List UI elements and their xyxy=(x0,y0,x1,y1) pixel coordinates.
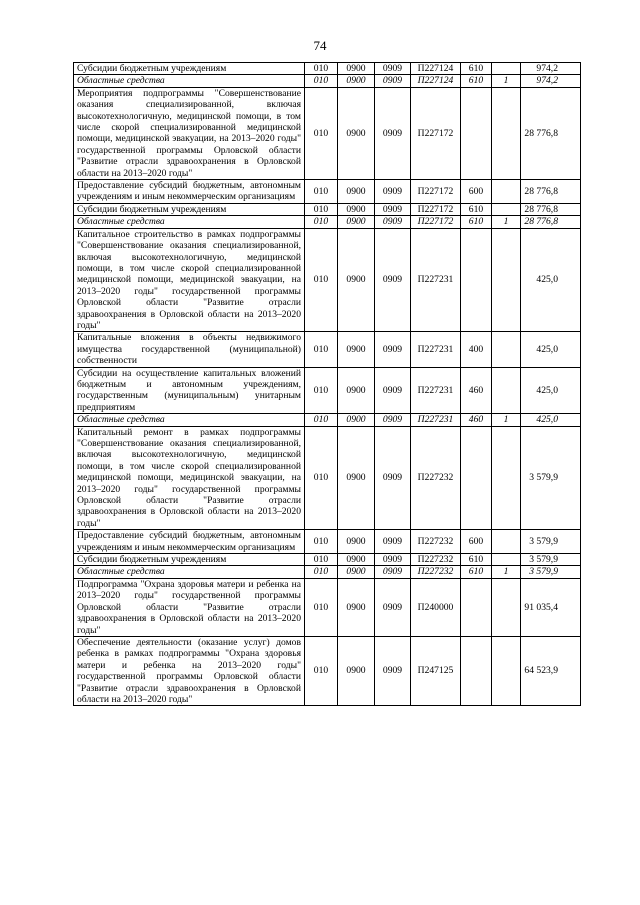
cell-name: Мероприятия подпрограммы "Совершенствование оказания специализированной, включая высокотехнологичную, медицинской помощи, в том числе скорой специализированной медицинской помощи, медицинской эвакуации, на 2013–2020 годы" государственной программы Орловской области "Развитие отрасли здравоохранения в Орловской области на 2013–2020 годы" xyxy=(74,87,305,179)
cell-ved: 010 xyxy=(305,578,338,636)
cell-ved: 010 xyxy=(305,426,338,530)
cell-pr: 0909 xyxy=(375,203,411,215)
cell-vr: 610 xyxy=(461,216,492,228)
cell-vr: 610 xyxy=(461,63,492,75)
cell-vr: 610 xyxy=(461,566,492,578)
cell-pr: 0909 xyxy=(375,228,411,332)
cell-name: Областные средства xyxy=(74,566,305,578)
cell-ved: 010 xyxy=(305,228,338,332)
cell-pr: 0909 xyxy=(375,75,411,87)
cell-name: Капитальное строительство в рамках подпрограммы "Совершенствование оказания специализированной, включая высокотехнологичную, медицинской помощи, в том числе скорой специализированной медицинской помощи, медицинской эвакуации, на 2013–2020 годы" государственной программы Орловской области "Развитие отрасли здравоохранения в Орловской области на 2013–2020 годы" xyxy=(74,228,305,332)
cell-src xyxy=(492,228,521,332)
cell-csr: П247125 xyxy=(411,636,461,705)
cell-ved: 010 xyxy=(305,566,338,578)
table-row xyxy=(74,216,581,228)
table-row xyxy=(74,228,581,332)
cell-rz: 0900 xyxy=(338,63,375,75)
cell-rz: 0900 xyxy=(338,75,375,87)
table-row xyxy=(74,566,581,578)
table-row xyxy=(74,63,581,75)
table-row xyxy=(74,180,581,204)
cell-src xyxy=(492,636,521,705)
table-body xyxy=(74,63,581,706)
cell-ved: 010 xyxy=(305,75,338,87)
cell-vr: 610 xyxy=(461,75,492,87)
cell-ved: 010 xyxy=(305,530,338,554)
table-row xyxy=(74,554,581,566)
cell-sum: 425,0 xyxy=(521,414,581,426)
cell-vr xyxy=(461,636,492,705)
cell-src xyxy=(492,578,521,636)
cell-rz: 0900 xyxy=(338,414,375,426)
cell-sum: 28 776,8 xyxy=(521,87,581,179)
cell-sum: 3 579,9 xyxy=(521,566,581,578)
cell-ved: 010 xyxy=(305,414,338,426)
cell-sum: 28 776,8 xyxy=(521,180,581,204)
cell-csr: П227232 xyxy=(411,530,461,554)
cell-name: Предоставление субсидий бюджетным, автономным учреждениям и иным некоммерческим организациям xyxy=(74,530,305,554)
cell-sum: 3 579,9 xyxy=(521,426,581,530)
cell-csr: П227172 xyxy=(411,216,461,228)
cell-rz: 0900 xyxy=(338,578,375,636)
cell-vr xyxy=(461,578,492,636)
cell-name: Субсидии бюджетным учреждениям xyxy=(74,554,305,566)
cell-pr: 0909 xyxy=(375,332,411,367)
cell-name: Субсидии бюджетным учреждениям xyxy=(74,203,305,215)
cell-name: Обеспечение деятельности (оказание услуг) домов ребенка в рамках подпрограммы "Охрана здоровья матери и ребенка на 2013–2020 годы" государственной программы Орловской области "Развитие отрасли здравоохранения в Орловской области на 2013–2020 годы" xyxy=(74,636,305,705)
cell-ved: 010 xyxy=(305,554,338,566)
cell-src xyxy=(492,530,521,554)
cell-ved: 010 xyxy=(305,63,338,75)
cell-ved: 010 xyxy=(305,87,338,179)
cell-vr: 400 xyxy=(461,332,492,367)
cell-src xyxy=(492,332,521,367)
cell-pr: 0909 xyxy=(375,216,411,228)
cell-csr: П227231 xyxy=(411,367,461,414)
table-row xyxy=(74,332,581,367)
cell-rz: 0900 xyxy=(338,216,375,228)
cell-vr xyxy=(461,426,492,530)
cell-sum: 425,0 xyxy=(521,228,581,332)
cell-rz: 0900 xyxy=(338,180,375,204)
cell-vr: 600 xyxy=(461,180,492,204)
cell-rz: 0900 xyxy=(338,426,375,530)
page-number: 74 xyxy=(313,38,327,53)
cell-csr: П227232 xyxy=(411,554,461,566)
cell-csr: П227172 xyxy=(411,87,461,179)
cell-csr: П227232 xyxy=(411,566,461,578)
table-row xyxy=(74,426,581,530)
cell-src xyxy=(492,203,521,215)
cell-csr: П227231 xyxy=(411,228,461,332)
cell-src xyxy=(492,180,521,204)
cell-rz: 0900 xyxy=(338,530,375,554)
cell-pr: 0909 xyxy=(375,554,411,566)
table-row xyxy=(74,87,581,179)
cell-rz: 0900 xyxy=(338,203,375,215)
cell-name: Субсидии на осуществление капитальных вложений бюджетным и автономным учреждениям, государственным (муниципальным) унитарным предприятиям xyxy=(74,367,305,414)
cell-pr: 0909 xyxy=(375,180,411,204)
table-row xyxy=(74,75,581,87)
cell-vr: 600 xyxy=(461,530,492,554)
cell-csr: П227172 xyxy=(411,203,461,215)
cell-vr xyxy=(461,228,492,332)
cell-rz: 0900 xyxy=(338,87,375,179)
cell-pr: 0909 xyxy=(375,87,411,179)
cell-csr: П227232 xyxy=(411,426,461,530)
cell-src xyxy=(492,367,521,414)
cell-rz: 0900 xyxy=(338,636,375,705)
table-row xyxy=(74,367,581,414)
cell-ved: 010 xyxy=(305,332,338,367)
cell-csr: П227124 xyxy=(411,75,461,87)
cell-vr: 610 xyxy=(461,554,492,566)
cell-src xyxy=(492,87,521,179)
cell-vr: 460 xyxy=(461,367,492,414)
cell-name: Капитальный ремонт в рамках подпрограммы "Совершенствование оказания специализированной, включая высокотехнологичную, медицинской помощи, в том числе скорой специализированной медицинской помощи, медицинской эвакуации, на 2013–2020 годы" государственной программы Орловской области "Развитие отрасли здравоохранения в Орловской области на 2013–2020 годы" xyxy=(74,426,305,530)
cell-pr: 0909 xyxy=(375,414,411,426)
cell-rz: 0900 xyxy=(338,566,375,578)
cell-ved: 010 xyxy=(305,367,338,414)
cell-csr: П227124 xyxy=(411,63,461,75)
cell-csr: П227231 xyxy=(411,332,461,367)
cell-sum: 974,2 xyxy=(521,63,581,75)
cell-sum: 974,2 xyxy=(521,75,581,87)
cell-src: 1 xyxy=(492,566,521,578)
cell-ved: 010 xyxy=(305,180,338,204)
cell-src xyxy=(492,63,521,75)
cell-vr xyxy=(461,87,492,179)
cell-name: Областные средства xyxy=(74,75,305,87)
cell-csr: П240000 xyxy=(411,578,461,636)
cell-rz: 0900 xyxy=(338,367,375,414)
cell-pr: 0909 xyxy=(375,367,411,414)
table-row xyxy=(74,578,581,636)
cell-pr: 0909 xyxy=(375,63,411,75)
cell-name: Областные средства xyxy=(74,414,305,426)
cell-sum: 3 579,9 xyxy=(521,554,581,566)
cell-rz: 0900 xyxy=(338,554,375,566)
table-row xyxy=(74,530,581,554)
table-row xyxy=(74,414,581,426)
cell-rz: 0900 xyxy=(338,228,375,332)
cell-name: Субсидии бюджетным учреждениям xyxy=(74,63,305,75)
cell-csr: П227172 xyxy=(411,180,461,204)
cell-sum: 64 523,9 xyxy=(521,636,581,705)
cell-src: 1 xyxy=(492,75,521,87)
cell-sum: 425,0 xyxy=(521,332,581,367)
cell-src xyxy=(492,554,521,566)
cell-name: Капитальные вложения в объекты недвижимого имущества государственной (муниципальной) собственности xyxy=(74,332,305,367)
cell-name: Подпрограмма "Охрана здоровья матери и ребенка на 2013–2020 годы" государственной программы Орловской области "Развитие отрасли здравоохранения в Орловской области на 2013–2020 годы" xyxy=(74,578,305,636)
cell-src: 1 xyxy=(492,216,521,228)
cell-sum: 28 776,8 xyxy=(521,203,581,215)
cell-sum: 3 579,9 xyxy=(521,530,581,554)
cell-src xyxy=(492,426,521,530)
budget-table xyxy=(73,62,581,706)
cell-name: Областные средства xyxy=(74,216,305,228)
cell-pr: 0909 xyxy=(375,530,411,554)
cell-pr: 0909 xyxy=(375,566,411,578)
table-row xyxy=(74,636,581,705)
cell-vr: 610 xyxy=(461,203,492,215)
cell-pr: 0909 xyxy=(375,578,411,636)
cell-rz: 0900 xyxy=(338,332,375,367)
cell-vr: 460 xyxy=(461,414,492,426)
cell-ved: 010 xyxy=(305,636,338,705)
cell-sum: 425,0 xyxy=(521,367,581,414)
cell-sum: 91 035,4 xyxy=(521,578,581,636)
cell-name: Предоставление субсидий бюджетным, автономным учреждениям и иным некоммерческим организациям xyxy=(74,180,305,204)
table-row xyxy=(74,203,581,215)
cell-ved: 010 xyxy=(305,203,338,215)
cell-sum: 28 776,8 xyxy=(521,216,581,228)
cell-ved: 010 xyxy=(305,216,338,228)
cell-src: 1 xyxy=(492,414,521,426)
cell-pr: 0909 xyxy=(375,636,411,705)
cell-pr: 0909 xyxy=(375,426,411,530)
cell-csr: П227231 xyxy=(411,414,461,426)
